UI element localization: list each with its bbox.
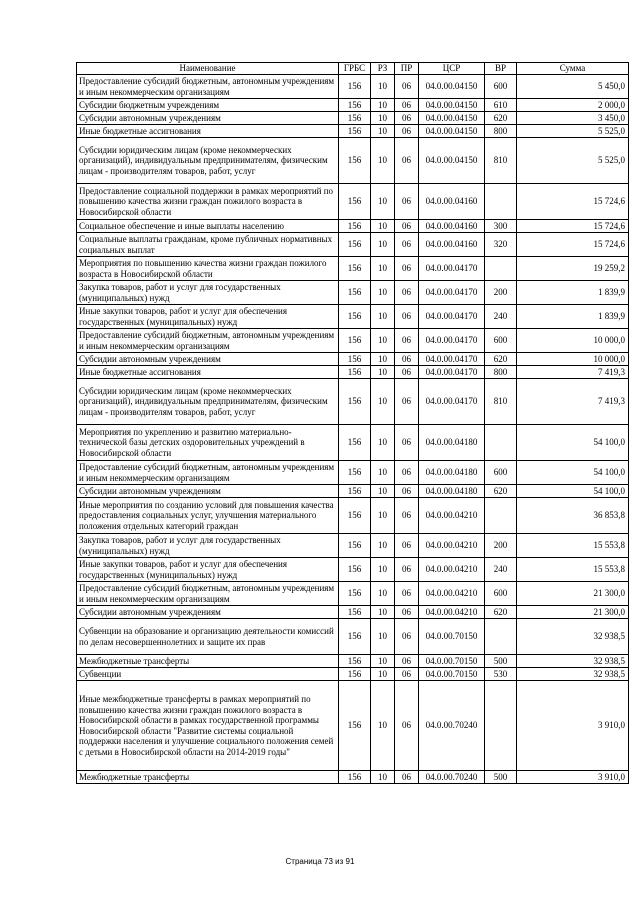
table-row (77, 771, 629, 784)
cell-name: Субсидии автономным учреждениям (77, 485, 339, 498)
cell-sum: 1 839,9 (517, 281, 629, 305)
cell-grbs: 156 (339, 138, 371, 184)
cell-sum: 15 553,8 (517, 558, 629, 582)
cell-vr: 620 (485, 606, 517, 619)
cell-pr: 06 (395, 184, 419, 220)
cell-vr: 800 (485, 125, 517, 138)
cell-pr: 06 (395, 534, 419, 558)
cell-sum: 7 419,3 (517, 379, 629, 425)
cell-name: Мероприятия по повышению качества жизни граждан пожилого возраста в Новосибирской области (77, 257, 339, 281)
cell-pr: 06 (395, 681, 419, 771)
cell-grbs: 156 (339, 366, 371, 379)
cell-name: Социальные выплаты гражданам, кроме публичных нормативных социальных выплат (77, 233, 339, 257)
cell-name: Предоставление субсидий бюджетным, автономным учреждениям и иным некоммерческим организациям (77, 75, 339, 99)
table-row (77, 75, 629, 99)
table-row (77, 461, 629, 485)
table-body (77, 75, 629, 784)
cell-sum: 5 450,0 (517, 75, 629, 99)
table-row (77, 425, 629, 461)
cell-pr: 06 (395, 138, 419, 184)
cell-grbs: 156 (339, 353, 371, 366)
cell-pr: 06 (395, 582, 419, 606)
cell-name: Социальное обеспечение и иные выплаты населению (77, 220, 339, 233)
cell-vr: 200 (485, 534, 517, 558)
cell-vr (485, 681, 517, 771)
cell-grbs: 156 (339, 75, 371, 99)
cell-pr: 06 (395, 655, 419, 668)
cell-name: Мероприятия по укреплению и развитию материально-технической базы детских оздоровительных учреждений в Новосибирской области (77, 425, 339, 461)
cell-csr: 04.0.00.04170 (419, 366, 485, 379)
table-row (77, 99, 629, 112)
cell-pr: 06 (395, 353, 419, 366)
cell-csr: 04.0.00.04150 (419, 99, 485, 112)
table-row (77, 485, 629, 498)
cell-sum: 3 450,0 (517, 112, 629, 125)
cell-name: Закупка товаров, работ и услуг для государственных (муниципальных) нужд (77, 281, 339, 305)
table-row (77, 257, 629, 281)
cell-csr: 04.0.00.04170 (419, 353, 485, 366)
cell-grbs: 156 (339, 99, 371, 112)
table-row (77, 681, 629, 771)
cell-pr: 06 (395, 461, 419, 485)
cell-rz: 10 (371, 681, 395, 771)
page-of-label: из (335, 857, 344, 866)
cell-vr (485, 184, 517, 220)
cell-name: Субвенции (77, 668, 339, 681)
cell-rz: 10 (371, 233, 395, 257)
cell-vr: 240 (485, 558, 517, 582)
cell-grbs: 156 (339, 771, 371, 784)
cell-sum: 3 910,0 (517, 681, 629, 771)
table-row (77, 353, 629, 366)
cell-csr: 04.0.00.04170 (419, 379, 485, 425)
cell-pr: 06 (395, 485, 419, 498)
cell-csr: 04.0.00.04210 (419, 582, 485, 606)
cell-name: Субсидии автономным учреждениям (77, 606, 339, 619)
table-row (77, 138, 629, 184)
cell-grbs: 156 (339, 534, 371, 558)
cell-rz: 10 (371, 281, 395, 305)
cell-vr: 610 (485, 99, 517, 112)
cell-rz: 10 (371, 305, 395, 329)
table-row (77, 558, 629, 582)
cell-rz: 10 (371, 485, 395, 498)
cell-rz: 10 (371, 366, 395, 379)
header-grbs: ГРБС (339, 63, 371, 75)
table-row (77, 582, 629, 606)
header-rz: РЗ (371, 63, 395, 75)
cell-vr: 600 (485, 75, 517, 99)
table-row (77, 112, 629, 125)
cell-csr: 04.0.00.04210 (419, 534, 485, 558)
cell-vr: 620 (485, 353, 517, 366)
cell-csr: 04.0.00.04160 (419, 220, 485, 233)
cell-vr (485, 619, 517, 655)
cell-grbs: 156 (339, 558, 371, 582)
table-row (77, 125, 629, 138)
cell-sum: 5 525,0 (517, 125, 629, 138)
cell-name: Субвенции на образование и организацию деятельности комиссий по делам несовершеннолетних и защите их прав (77, 619, 339, 655)
cell-rz: 10 (371, 112, 395, 125)
cell-name: Межбюджетные трансферты (77, 655, 339, 668)
cell-pr: 06 (395, 379, 419, 425)
cell-pr: 06 (395, 498, 419, 534)
cell-name: Иные бюджетные ассигнования (77, 366, 339, 379)
cell-grbs: 156 (339, 606, 371, 619)
cell-name: Субсидии автономным учреждениям (77, 353, 339, 366)
cell-vr: 600 (485, 329, 517, 353)
cell-grbs: 156 (339, 655, 371, 668)
cell-pr: 06 (395, 112, 419, 125)
cell-sum: 19 259,2 (517, 257, 629, 281)
cell-sum: 21 300,0 (517, 582, 629, 606)
table-row (77, 220, 629, 233)
cell-rz: 10 (371, 582, 395, 606)
cell-grbs: 156 (339, 485, 371, 498)
table-row (77, 281, 629, 305)
cell-name: Иные закупки товаров, работ и услуг для обеспечения государственных (муниципальных) нужд (77, 558, 339, 582)
cell-vr: 600 (485, 461, 517, 485)
cell-rz: 10 (371, 353, 395, 366)
header-name: Наименование (77, 63, 339, 75)
cell-csr: 04.0.00.04170 (419, 305, 485, 329)
cell-grbs: 156 (339, 425, 371, 461)
cell-pr: 06 (395, 75, 419, 99)
page-label: Страница (285, 857, 322, 866)
cell-pr: 06 (395, 305, 419, 329)
cell-sum: 15 724,6 (517, 220, 629, 233)
cell-csr: 04.0.00.04150 (419, 125, 485, 138)
cell-grbs: 156 (339, 619, 371, 655)
cell-sum: 3 910,0 (517, 771, 629, 784)
cell-csr: 04.0.00.70240 (419, 681, 485, 771)
cell-csr: 04.0.00.04170 (419, 257, 485, 281)
cell-pr: 06 (395, 619, 419, 655)
cell-name: Предоставление субсидий бюджетным, автономным учреждениям и иным некоммерческим организациям (77, 329, 339, 353)
cell-pr: 06 (395, 329, 419, 353)
cell-sum: 54 100,0 (517, 485, 629, 498)
table-row (77, 619, 629, 655)
header-csr: ЦСР (419, 63, 485, 75)
cell-grbs: 156 (339, 461, 371, 485)
cell-csr: 04.0.00.04210 (419, 558, 485, 582)
cell-vr: 200 (485, 281, 517, 305)
cell-sum: 15 553,8 (517, 534, 629, 558)
cell-rz: 10 (371, 498, 395, 534)
cell-name: Предоставление субсидий бюджетным, автономным учреждениям и иным некоммерческим организациям (77, 461, 339, 485)
cell-grbs: 156 (339, 329, 371, 353)
cell-rz: 10 (371, 606, 395, 619)
table-row (77, 655, 629, 668)
table-row (77, 366, 629, 379)
cell-pr: 06 (395, 668, 419, 681)
cell-vr (485, 498, 517, 534)
cell-rz: 10 (371, 125, 395, 138)
cell-vr (485, 425, 517, 461)
cell-sum: 15 724,6 (517, 233, 629, 257)
cell-rz: 10 (371, 220, 395, 233)
header-vr: ВР (485, 63, 517, 75)
cell-pr: 06 (395, 125, 419, 138)
cell-sum: 10 000,0 (517, 329, 629, 353)
cell-pr: 06 (395, 606, 419, 619)
cell-csr: 04.0.00.04170 (419, 329, 485, 353)
cell-grbs: 156 (339, 681, 371, 771)
cell-rz: 10 (371, 534, 395, 558)
header-sum: Сумма (517, 63, 629, 75)
cell-csr: 04.0.00.04180 (419, 485, 485, 498)
cell-name: Субсидии автономным учреждениям (77, 112, 339, 125)
cell-name: Иные бюджетные ассигнования (77, 125, 339, 138)
cell-grbs: 156 (339, 220, 371, 233)
cell-pr: 06 (395, 558, 419, 582)
cell-rz: 10 (371, 184, 395, 220)
cell-name: Иные межбюджетные трансферты в рамках мероприятий по повышению качества жизни граждан пожилого возраста в Новосибирской области в рамках государственной программы Новосибирской области "Развитие системы социальной поддержки населения и улучшение социального положения семей с детьми в Новосибирской области на 2014-2019 годы" (77, 681, 339, 771)
table-row (77, 233, 629, 257)
page-total: 91 (345, 857, 355, 866)
cell-csr: 04.0.00.04170 (419, 281, 485, 305)
cell-name: Иные мероприятия по созданию условий для повышения качества предоставления социальных услуг, улучшения материального положения отдельных категорий граждан (77, 498, 339, 534)
cell-csr: 04.0.00.04160 (419, 184, 485, 220)
cell-csr: 04.0.00.70150 (419, 619, 485, 655)
cell-rz: 10 (371, 655, 395, 668)
cell-csr: 04.0.00.04180 (419, 425, 485, 461)
cell-rz: 10 (371, 379, 395, 425)
cell-pr: 06 (395, 281, 419, 305)
cell-sum: 5 525,0 (517, 138, 629, 184)
cell-rz: 10 (371, 558, 395, 582)
cell-rz: 10 (371, 461, 395, 485)
cell-pr: 06 (395, 233, 419, 257)
cell-name: Предоставление социальной поддержки в рамках мероприятий по повышению качества жизни граждан пожилого возраста в Новосибирской области (77, 184, 339, 220)
cell-sum: 1 839,9 (517, 305, 629, 329)
cell-name: Предоставление субсидий бюджетным, автономным учреждениям и иным некоммерческим организациям (77, 582, 339, 606)
cell-pr: 06 (395, 257, 419, 281)
cell-sum: 32 938,5 (517, 619, 629, 655)
cell-pr: 06 (395, 771, 419, 784)
cell-vr: 500 (485, 655, 517, 668)
cell-vr: 240 (485, 305, 517, 329)
cell-pr: 06 (395, 425, 419, 461)
cell-vr: 600 (485, 582, 517, 606)
page-number: 73 (324, 857, 333, 866)
table-row (77, 379, 629, 425)
table-row (77, 305, 629, 329)
cell-name: Субсидии бюджетным учреждениям (77, 99, 339, 112)
cell-name: Иные закупки товаров, работ и услуг для обеспечения государственных (муниципальных) нужд (77, 305, 339, 329)
cell-rz: 10 (371, 668, 395, 681)
cell-vr: 500 (485, 771, 517, 784)
table-row (77, 498, 629, 534)
cell-name: Субсидии юридическим лицам (кроме некоммерческих организаций), индивидуальным предпринимателям, физическим лицам - производителям товаров, работ, услуг (77, 138, 339, 184)
cell-pr: 06 (395, 99, 419, 112)
cell-rz: 10 (371, 99, 395, 112)
cell-rz: 10 (371, 138, 395, 184)
cell-grbs: 156 (339, 281, 371, 305)
cell-csr: 04.0.00.04160 (419, 233, 485, 257)
cell-grbs: 156 (339, 257, 371, 281)
page-footer (0, 857, 640, 866)
table-row (77, 329, 629, 353)
cell-rz: 10 (371, 257, 395, 281)
cell-sum: 21 300,0 (517, 606, 629, 619)
cell-rz: 10 (371, 75, 395, 99)
cell-vr: 810 (485, 379, 517, 425)
cell-pr: 06 (395, 220, 419, 233)
table-row (77, 184, 629, 220)
cell-name: Субсидии юридическим лицам (кроме некоммерческих организаций), индивидуальным предпринимателям, физическим лицам - производителям товаров, работ, услуг (77, 379, 339, 425)
cell-grbs: 156 (339, 233, 371, 257)
cell-vr (485, 257, 517, 281)
cell-sum: 32 938,5 (517, 655, 629, 668)
cell-rz: 10 (371, 771, 395, 784)
cell-vr: 300 (485, 220, 517, 233)
header-row (77, 63, 629, 75)
table-header (77, 63, 629, 75)
cell-grbs: 156 (339, 498, 371, 534)
cell-grbs: 156 (339, 668, 371, 681)
cell-vr: 530 (485, 668, 517, 681)
cell-pr: 06 (395, 366, 419, 379)
cell-sum: 10 000,0 (517, 353, 629, 366)
cell-csr: 04.0.00.04210 (419, 498, 485, 534)
budget-table (76, 62, 629, 784)
cell-csr: 04.0.00.04150 (419, 138, 485, 184)
cell-grbs: 156 (339, 582, 371, 606)
cell-vr: 320 (485, 233, 517, 257)
cell-sum: 15 724,6 (517, 184, 629, 220)
cell-rz: 10 (371, 329, 395, 353)
cell-csr: 04.0.00.04150 (419, 112, 485, 125)
header-pr: ПР (395, 63, 419, 75)
cell-grbs: 156 (339, 305, 371, 329)
cell-vr: 800 (485, 366, 517, 379)
cell-csr: 04.0.00.04210 (419, 606, 485, 619)
table-row (77, 534, 629, 558)
cell-csr: 04.0.00.70150 (419, 655, 485, 668)
cell-grbs: 156 (339, 112, 371, 125)
cell-csr: 04.0.00.04150 (419, 75, 485, 99)
cell-name: Межбюджетные трансферты (77, 771, 339, 784)
cell-grbs: 156 (339, 379, 371, 425)
cell-csr: 04.0.00.04180 (419, 461, 485, 485)
table-row (77, 668, 629, 681)
cell-name: Закупка товаров, работ и услуг для государственных (муниципальных) нужд (77, 534, 339, 558)
cell-csr: 04.0.00.70150 (419, 668, 485, 681)
cell-rz: 10 (371, 425, 395, 461)
cell-grbs: 156 (339, 125, 371, 138)
table-row (77, 606, 629, 619)
cell-vr: 810 (485, 138, 517, 184)
cell-sum: 54 100,0 (517, 425, 629, 461)
cell-csr: 04.0.00.70240 (419, 771, 485, 784)
cell-sum: 36 853,8 (517, 498, 629, 534)
cell-rz: 10 (371, 619, 395, 655)
cell-sum: 7 419,3 (517, 366, 629, 379)
cell-sum: 54 100,0 (517, 461, 629, 485)
cell-sum: 32 938,5 (517, 668, 629, 681)
cell-sum: 2 000,0 (517, 99, 629, 112)
cell-grbs: 156 (339, 184, 371, 220)
cell-vr: 620 (485, 485, 517, 498)
cell-vr: 620 (485, 112, 517, 125)
